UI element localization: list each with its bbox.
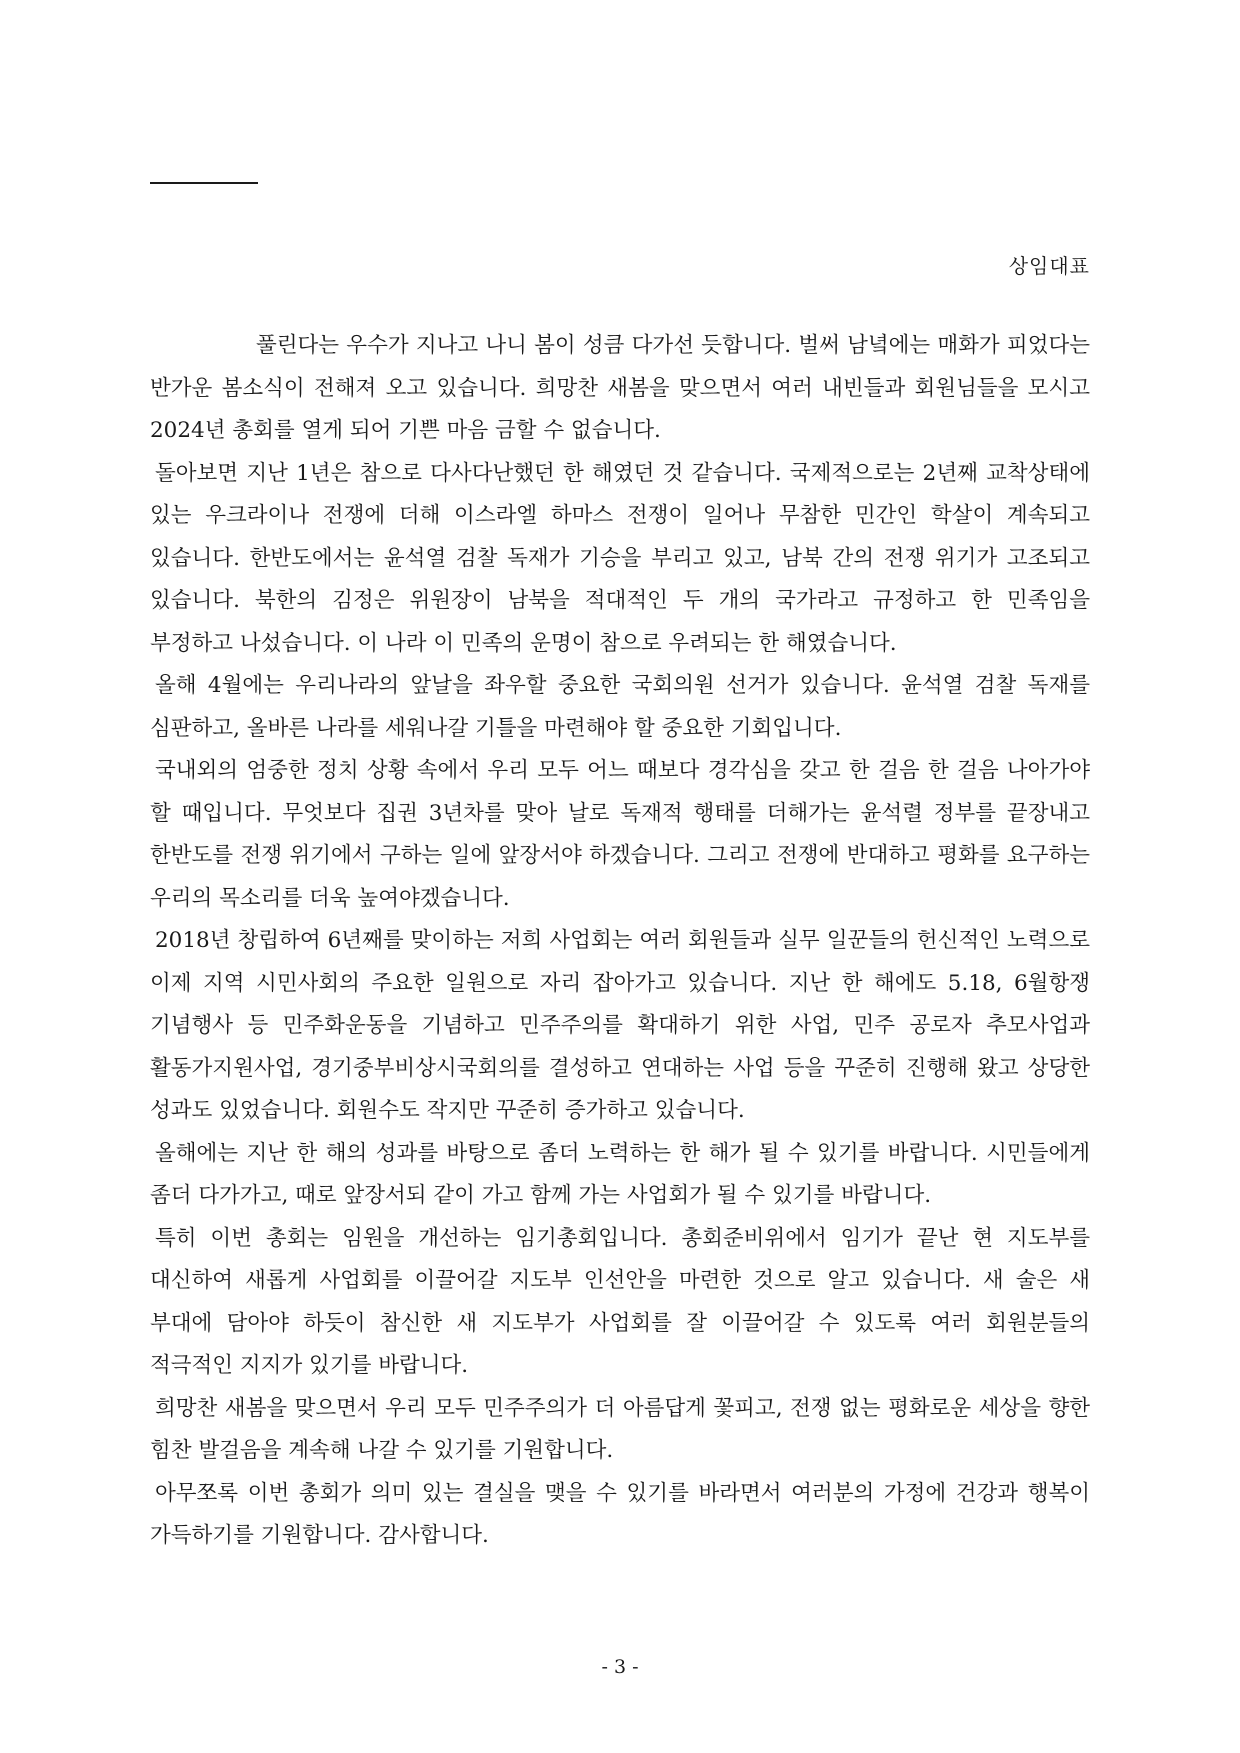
paragraph-4: 국내외의 엄중한 정치 상황 속에서 우리 모두 어느 때보다 경각심을 갖고 한 걸음 한 걸음 나아가야 할 때입니다. 무엇보다 집권 3년차를 맞아 날로 독재적 행태를 더해가는 윤석렬 정부를 끝장내고 한반도를 전쟁 위기에서 구하는 일에 앞장서야 하겠습니다. 그리고 전쟁에 반대하고 평화를 요구하는 우리의 목소리를 더욱 높여야겠습니다.: [150, 758, 1090, 911]
paragraph-8: 희망찬 새봄을 맞으면서 우리 모두 민주주의가 더 아름답게 꽃피고, 전쟁 없는 평화로운 세상을 향한 힘찬 발걸음을 계속해 나갈 수 있기를 기원합니다.: [150, 1395, 1090, 1463]
paragraph-7: 특히 이번 총회는 임원을 개선하는 임기총회입니다. 총회준비위에서 임기가 끝난 현 지도부를 대신하여 새롭게 사업회를 이끌어갈 지도부 인선안을 마련한 것으로 알고 있습니다. 새 술은 새 부대에 담아야 하듯이 참신한 새 지도부가 사업회를 잘 이끌어갈 수 있도록 여러 회원분들의 적극적인 지지가 있기를 바랍니다.: [150, 1225, 1090, 1378]
page-number: - 3 -: [601, 1656, 639, 1678]
top-rule-divider: [150, 182, 258, 184]
letter-body: [150, 325, 1090, 1558]
paragraph-5: 2018년 창립하여 6년째를 맞이하는 저희 사업회는 여러 회원들과 실무 일꾼들의 헌신적인 노력으로 이제 지역 시민사회의 주요한 일원으로 자리 잡아가고 있습니다. 지난 한 해에도 5.18, 6월항쟁 기념행사 등 민주화운동을 기념하고 민주주의를 확대하기 위한 사업, 민주 공로자 추모사업과 활동가지원사업, 경기중부비상시국회의를 결성하고 연대하는 사업 등을 꾸준히 진행해 왔고 상당한 성과도 있었습니다. 회원수도 작지만 꾸준히 증가하고 있습니다.: [150, 928, 1090, 1123]
paragraph-6: 올해에는 지난 한 해의 성과를 바탕으로 좀더 노력하는 한 해가 될 수 있기를 바랍니다. 시민들에게 좀더 다가가고, 때로 앞장서되 같이 가고 함께 가는 사업회가 될 수 있기를 바랍니다.: [150, 1140, 1090, 1208]
paragraph-1: 풀린다는 우수가 지나고 나니 봄이 성큼 다가선 듯합니다. 벌써 남녘에는 매화가 피었다는 반가운 봄소식이 전해져 오고 있습니다. 희망찬 새봄을 맞으면서 여러 내빈들과 회원님들을 모시고 2024년 총회를 열게 되어 기쁜 마음 금할 수 없습니다.: [150, 333, 1090, 443]
paragraph-3: 올해 4월에는 우리나라의 앞날을 좌우할 중요한 국회의원 선거가 있습니다. 윤석열 검찰 독재를 심판하고, 올바른 나라를 세워나갈 기틀을 마련해야 할 중요한 기회입니다.: [150, 673, 1090, 741]
author-role: 상임대표: [1008, 254, 1090, 278]
paragraph-2: 돌아보면 지난 1년은 참으로 다사다난했던 한 해였던 것 같습니다. 국제적으로는 2년째 교착상태에 있는 우크라이나 전쟁에 더해 이스라엘 하마스 전쟁이 일어나 무참한 민간인 학살이 계속되고 있습니다. 한반도에서는 윤석열 검찰 독재가 기승을 부리고 있고, 남북 간의 전쟁 위기가 고조되고 있습니다. 북한의 김정은 위원장이 남북을 적대적인 두 개의 국가라고 규정하고 한 민족임을 부정하고 나섰습니다. 이 나라 이 민족의 운명이 참으로 우려되는 한 해였습니다.: [150, 460, 1090, 656]
paragraph-9: 아무쪼록 이번 총회가 의미 있는 결실을 맺을 수 있기를 바라면서 여러분의 가정에 건강과 행복이 가득하기를 기원합니다. 감사합니다.: [150, 1480, 1090, 1548]
